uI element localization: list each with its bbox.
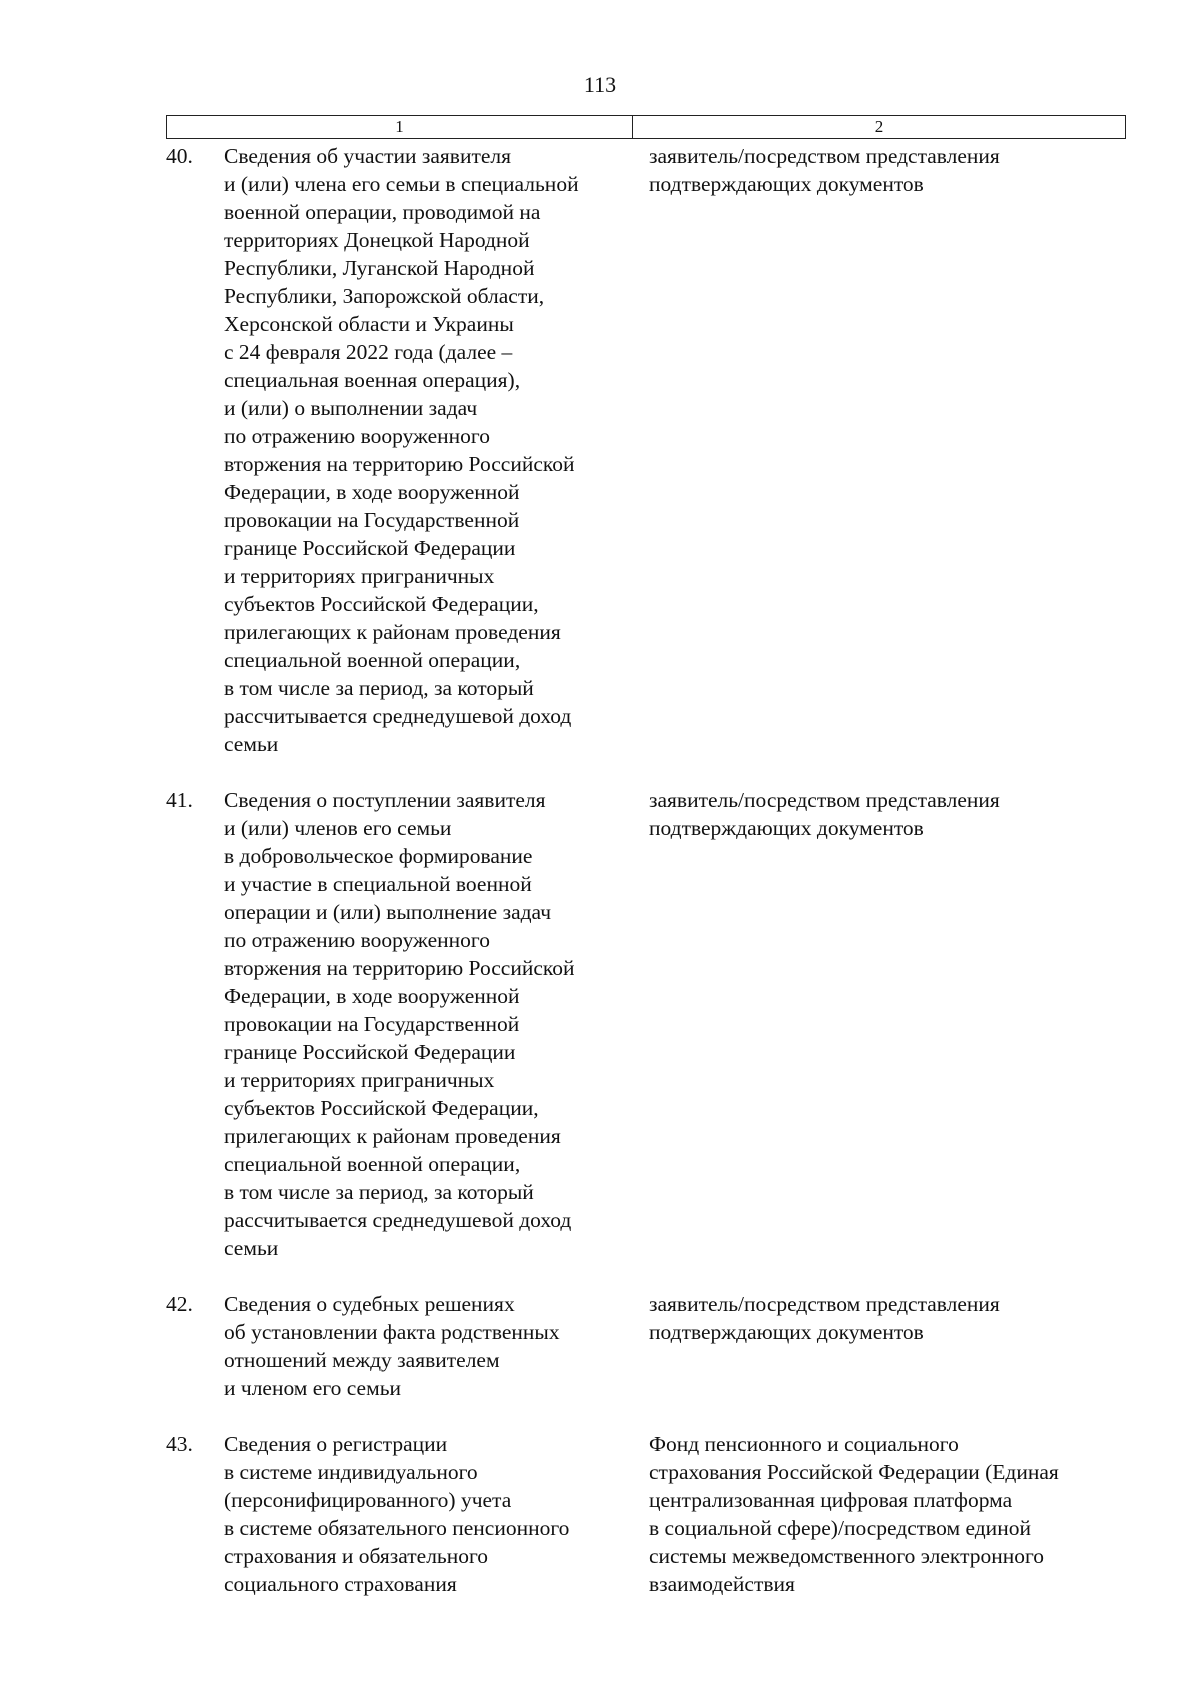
table-row — [166, 142, 1126, 758]
row-number: 40. — [166, 144, 193, 168]
row-description: Сведения о регистрации в системе индивидуального (персонифицированного) учета в системе обязательного пенсионного страхования и обязательного социального страхования — [224, 1432, 570, 1596]
row-number: 43. — [166, 1432, 193, 1456]
row-source: заявитель/посредством представления подтверждающих документов — [649, 788, 1000, 840]
table-row — [166, 786, 1126, 1262]
row-description: Сведения о поступлении заявителя и (или) членов его семьи в добровольческое формирование и участие в специальной военной операции и (или) выполнение задач по отражению вооруженного вторжения на территорию Российской Федерации, в ходе вооруженной провокации на Государственной границе Российской Федерации и территориях приграничных субъектов Российской Федерации, прилегающих к районам проведения специальной военной операции, в том числе за период, за который рассчитывается среднедушевой доход семьи — [224, 788, 575, 1260]
row-description: Сведения об участии заявителя и (или) члена его семьи в специальной военной операции, проводимой на территориях Донецкой Народной Республики, Луганской Народной Республики, Запорожской области, Херсонской области и Украины с 24 февраля 2022 года (далее – специальная военная операция), и (или) о выполнении задач по отражению вооруженного вторжения на территорию Российской Федерации, в ходе вооруженной провокации на Государственной границе Российской Федерации и территориях приграничных субъектов Российской Федерации, прилегающих к районам проведения специальной военной операции, в том числе за период, за который рассчитывается среднедушевой доход семьи — [224, 144, 579, 756]
row-source: заявитель/посредством представления подтверждающих документов — [649, 1292, 1000, 1344]
row-source: заявитель/посредством представления подтверждающих документов — [649, 144, 1000, 196]
table-row — [166, 1430, 1126, 1598]
row-number: 42. — [166, 1292, 193, 1316]
table-header-col-2: 2 — [874, 117, 884, 136]
row-source: Фонд пенсионного и социального страхования Российской Федерации (Единая централизованная цифровая платформа в социальной сфере)/посредством единой системы межведомственного электронного взаимодействия — [649, 1432, 1059, 1596]
table-row — [166, 1290, 1126, 1402]
row-description: Сведения о судебных решениях об установлении факта родственных отношений между заявителем и членом его семьи — [224, 1292, 560, 1400]
row-number: 41. — [166, 788, 193, 812]
table-header — [166, 115, 1126, 139]
table-header-col-1: 1 — [167, 116, 633, 138]
page-number: 113 — [583, 72, 617, 97]
table-body — [166, 142, 1126, 1626]
